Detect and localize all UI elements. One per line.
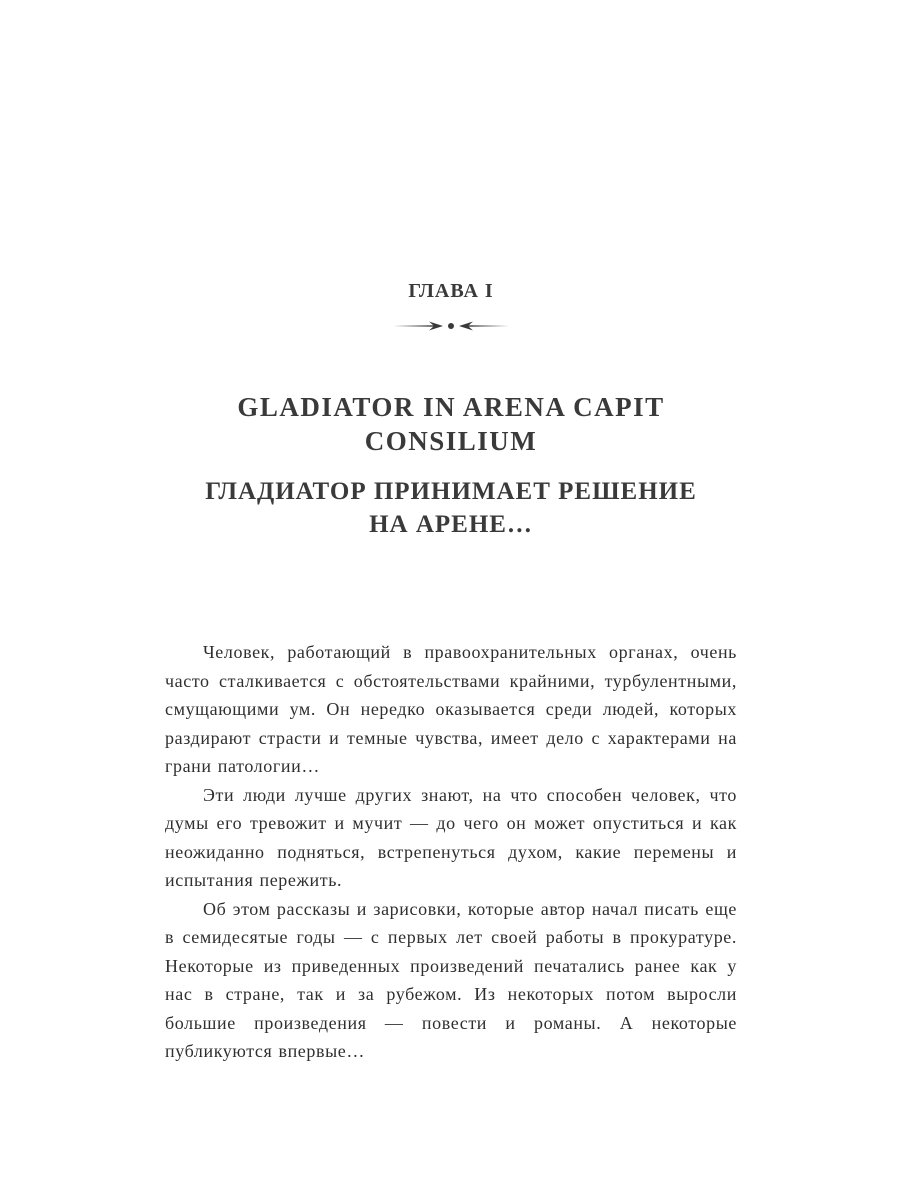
chapter-title-latin: GLADIATOR IN ARENA CAPIT CONSILIUM <box>237 392 665 456</box>
arrow-dot-ornament-icon <box>391 320 511 337</box>
chapter-divider <box>165 319 737 333</box>
page-content <box>165 0 737 1066</box>
paragraph: Человек, работающий в правоохранительных органах, очень часто сталкивается с обстоятельствами крайними, турбулентными, смущающими ум. Он нередко оказывается среди людей, которых раздирают страсти и темные чувства, имеет дело с характерами на грани патологии… <box>165 642 737 776</box>
paragraph: Эти люди лучше других знают, на что способен человек, что думы его тревожит и мучит — до чего он может опуститься и как неожиданно подняться, встрепенуться духом, какие перемены и испытания пережить. <box>165 784 737 890</box>
chapter-title-russian-line1: ГЛАДИАТОР ПРИНИМАЕТ РЕШЕНИЕ <box>205 477 697 505</box>
chapter-title-block <box>165 391 737 542</box>
body-text <box>165 638 737 1066</box>
chapter-title-russian <box>165 475 737 543</box>
paragraph: Об этом рассказы и зарисовки, которые автор начал писать еще в семидесятые годы — с первых лет своей работы в прокуратуре. Некоторые из приведенных произведений печатались ранее как у нас в стране, так и за рубежом. Из некоторых потом выросли большие произведения — повести и романы. А некоторые публикуются впервые… <box>165 898 737 1061</box>
chapter-title-russian-line2: НА АРЕНЕ… <box>369 511 533 539</box>
chapter-heading: ГЛАВА I <box>408 280 494 302</box>
